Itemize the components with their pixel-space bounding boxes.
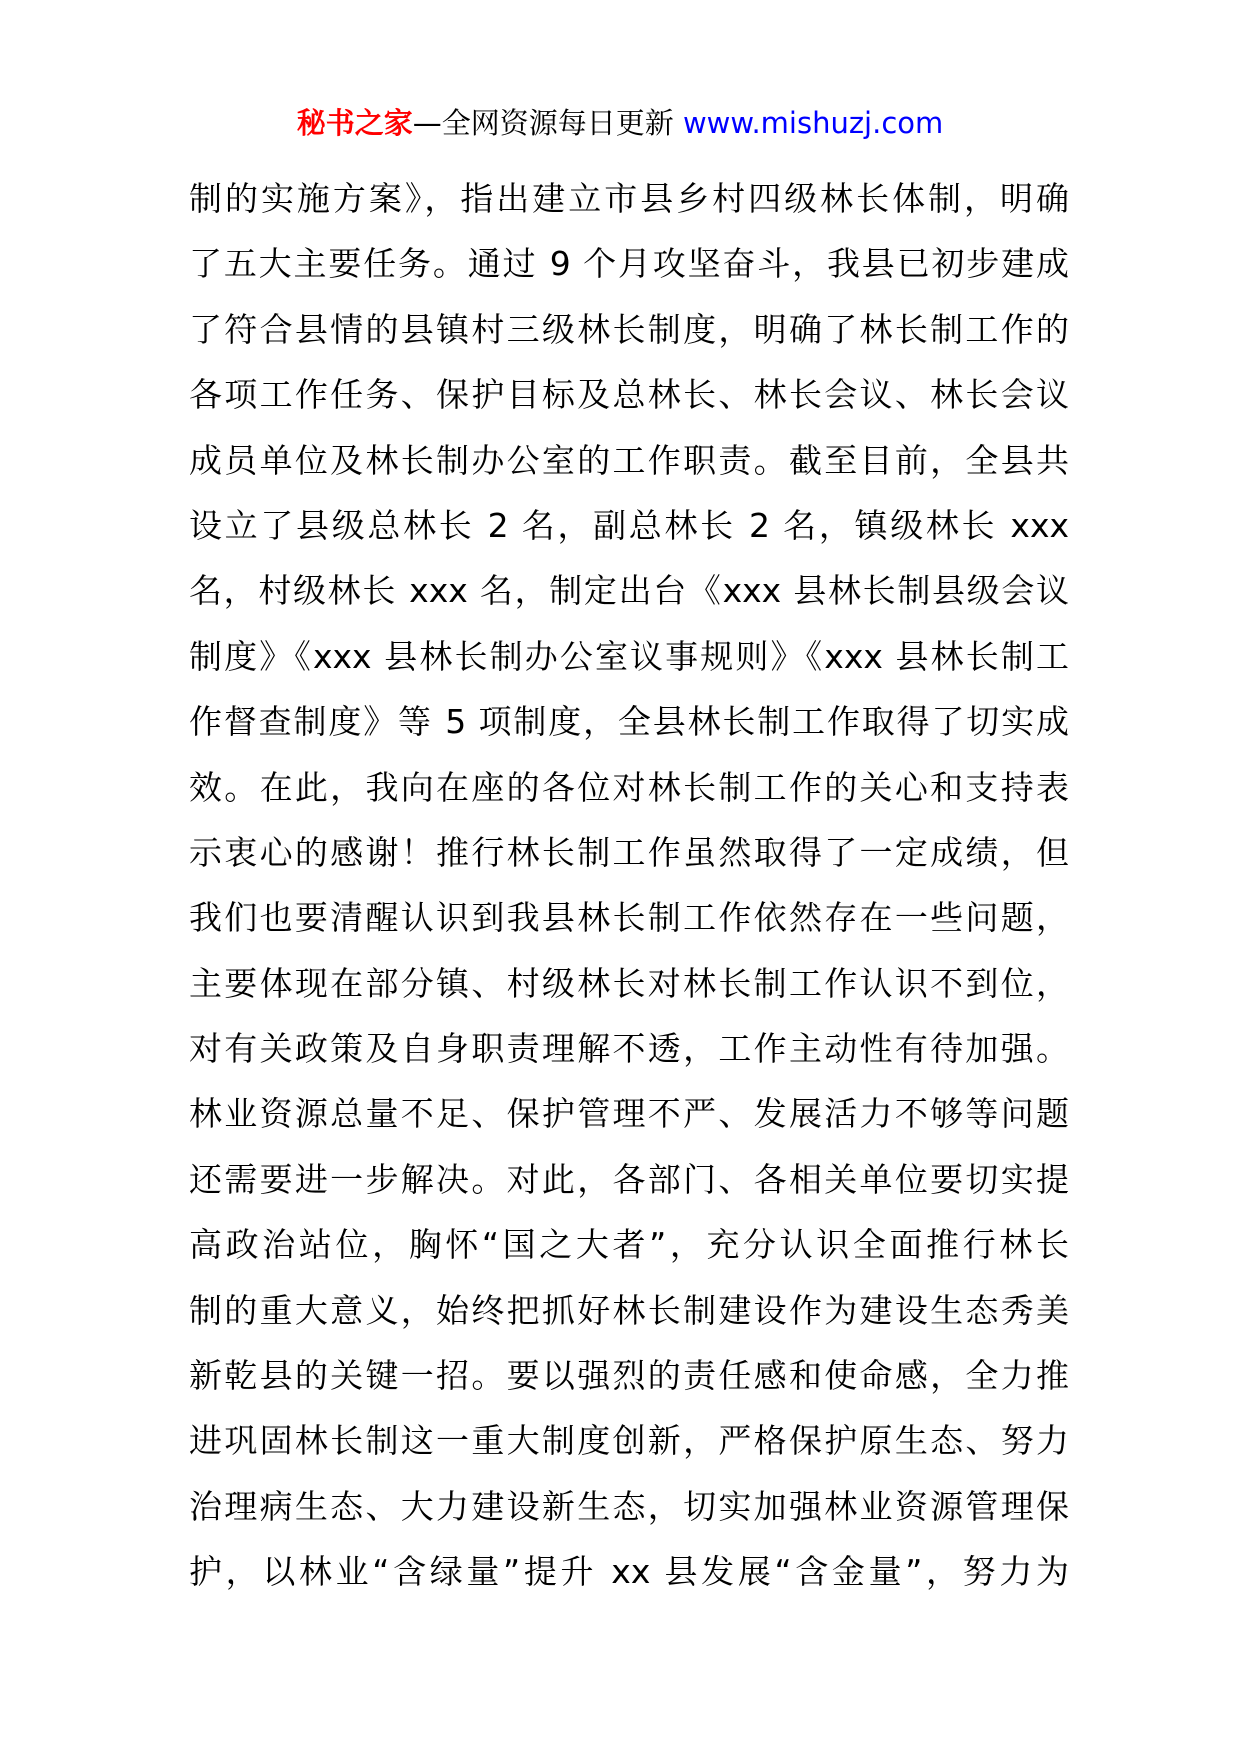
text-line: 我们也要清醒认识到我县林长制工作依然存在一些问题， [189,898,1069,938]
document-body [189,166,1069,1605]
text-line: 了符合县情的县镇村三级林长制度，明确了林长制工作的 [189,309,1069,349]
text-line: 了五大主要任务。通过 9 个月攻坚奋斗，我县已初步建成 [189,244,1069,284]
brand-name: 秘书之家 [296,106,413,140]
text-line: 设立了县级总林长 2 名，副总林长 2 名，镇级林长 xxx [189,505,1069,545]
text-line: 高政治站位，胸怀“国之大者”，充分认识全面推行林长 [189,1225,1069,1265]
text-line: 新乾县的关键一招。要以强烈的责任感和使命感，全力推 [189,1356,1069,1396]
text-line: 制度》《xxx 县林长制办公室议事规则》《xxx 县林长制工 [189,636,1069,676]
text-line: 各项工作任务、保护目标及总林长、林长会议、林长会议 [189,375,1069,415]
text-line: 护，以林业“含绿量”提升 xx 县发展“含金量”，努力为 [189,1552,1069,1592]
text-line: 制的实施方案》，指出建立市县乡村四级林长体制，明确 [189,179,1069,218]
document-header [0,103,1240,143]
website-link[interactable]: www.mishuzj.com [682,106,944,140]
text-line: 进巩固林长制这一重大制度创新，严格保护原生态、努力 [189,1421,1069,1461]
text-line: 还需要进一步解决。对此，各部门、各相关单位要切实提 [189,1159,1069,1199]
text-line: 主要体现在部分镇、村级林长对林长制工作认识不到位， [189,963,1069,1003]
text-line: 名，村级林长 xxx 名，制定出台《xxx 县林长制县级会议 [189,571,1069,611]
text-line: 示衷心的感谢！推行林长制工作虽然取得了一定成绩，但 [189,832,1069,872]
text-line: 治理病生态、大力建设新生态，切实加强林业资源管理保 [189,1486,1069,1526]
text-line: 作督查制度》等 5 项制度，全县林长制工作取得了切实成 [189,702,1069,742]
text-line: 成员单位及林长制办公室的工作职责。截至目前，全县共 [189,440,1069,480]
text-line: 对有关政策及自身职责理解不透，工作主动性有待加强。 [189,1029,1069,1069]
header-tagline: —全网资源每日更新 [412,106,674,140]
text-line: 林业资源总量不足、保护管理不严、发展活力不够等问题 [189,1094,1069,1134]
text-line: 效。在此，我向在座的各位对林长制工作的关心和支持表 [189,767,1069,807]
text-line: 制的重大意义，始终把抓好林长制建设作为建设生态秀美 [189,1290,1069,1330]
